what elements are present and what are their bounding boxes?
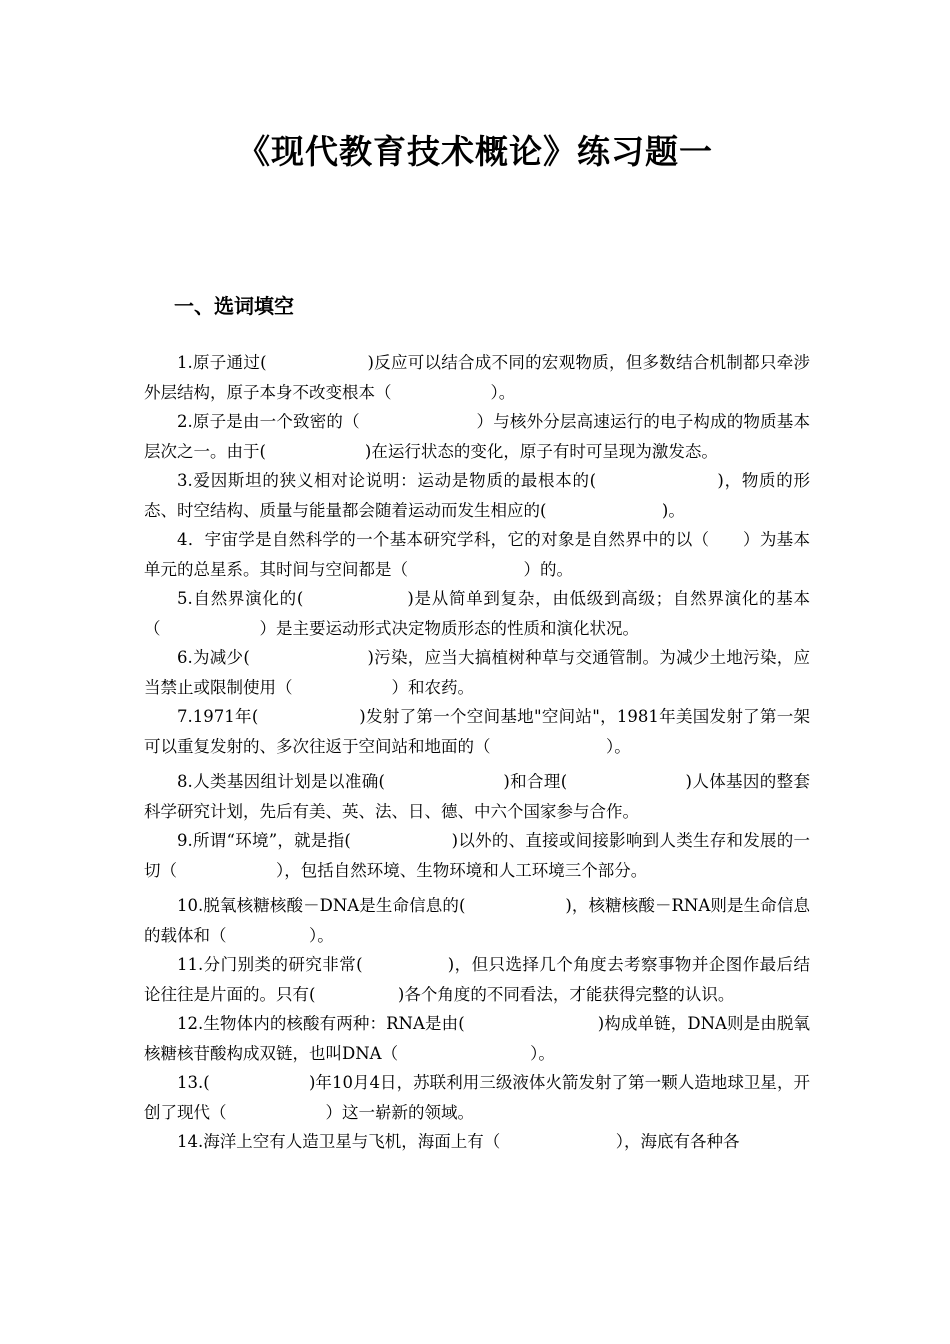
- question-item: 13.( )年10月4日，苏联利用三级液体火箭发射了第一颗人造地球卫星，开创了现代（ ）这一崭新的领域。: [144, 1073, 810, 1122]
- section-heading: 一、选词填空: [174, 294, 294, 318]
- question-item: 8.人类基因组计划是以准确( )和合理( )人体基因的整套科学研究计划，先后有美、英、法、日、德、中六个国家参与合作。: [144, 772, 810, 821]
- question-item: 2.原子是由一个致密的（ ）与核外分层高速运行的电子构成的物质基本层次之一。由于( )在运行状态的变化，原子有时可呈现为激发态。: [144, 412, 810, 461]
- document-title: 《现代教育技术概论》练习题一: [237, 132, 713, 171]
- question-item: 6.为减少( )污染，应当大搞植树种草与交通管制。为减少土地污染，应当禁止或限制使用（ ）和农药。: [144, 648, 810, 697]
- question-item: 10.脱氧核糖核酸－DNA是生命信息的( )，核糖核酸－RNA则是生命信息的载体和（ ）。: [144, 896, 810, 945]
- question-item: 3.爱因斯坦的狭义相对论说明：运动是物质的最根本的( )，物质的形态、时空结构、质量与能量都会随着运动而发生相应的( )。: [144, 471, 810, 520]
- question-item: 14.海洋上空有人造卫星与飞机，海面上有（ ），海底有各种各: [177, 1132, 740, 1151]
- question-item: 12.生物体内的核酸有两种：RNA是由( )构成单链，DNA则是由脱氧核糖核苷酸构成双链，也叫DNA（ ）。: [144, 1014, 810, 1063]
- question-item: 5.自然界演化的( )是从简单到复杂，由低级到高级；自然界演化的基本（ ）是主要运动形式决定物质形态的性质和演化状况。: [144, 589, 810, 638]
- question-item: 9.所谓“环境”，就是指( )以外的、直接或间接影响到人类生存和发展的一切（ ），包括自然环境、生物环境和人工环境三个部分。: [144, 831, 810, 880]
- question-item: 1.原子通过( )反应可以结合成不同的宏观物质，但多数结合机制都只牵涉外层结构，原子本身不改变根本（ ）。: [144, 353, 810, 402]
- question-item: 11.分门别类的研究非常( )，但只选择几个角度去考察事物并企图作最后结论往往是片面的。只有( )各个角度的不同看法，才能获得完整的认识。: [144, 955, 810, 1004]
- question-item: 4．宇宙学是自然科学的一个基本研究学科，它的对象是自然界中的以（ ）为基本单元的总星系。其时间与空间都是（ ）的。: [144, 530, 810, 579]
- question-list: [144, 348, 810, 1157]
- question-item: 7.1971年( )发射了第一个空间基地"空间站"，1981年美国发射了第一架可以重复发射的、多次往返于空间站和地面的（ ）。: [144, 707, 810, 756]
